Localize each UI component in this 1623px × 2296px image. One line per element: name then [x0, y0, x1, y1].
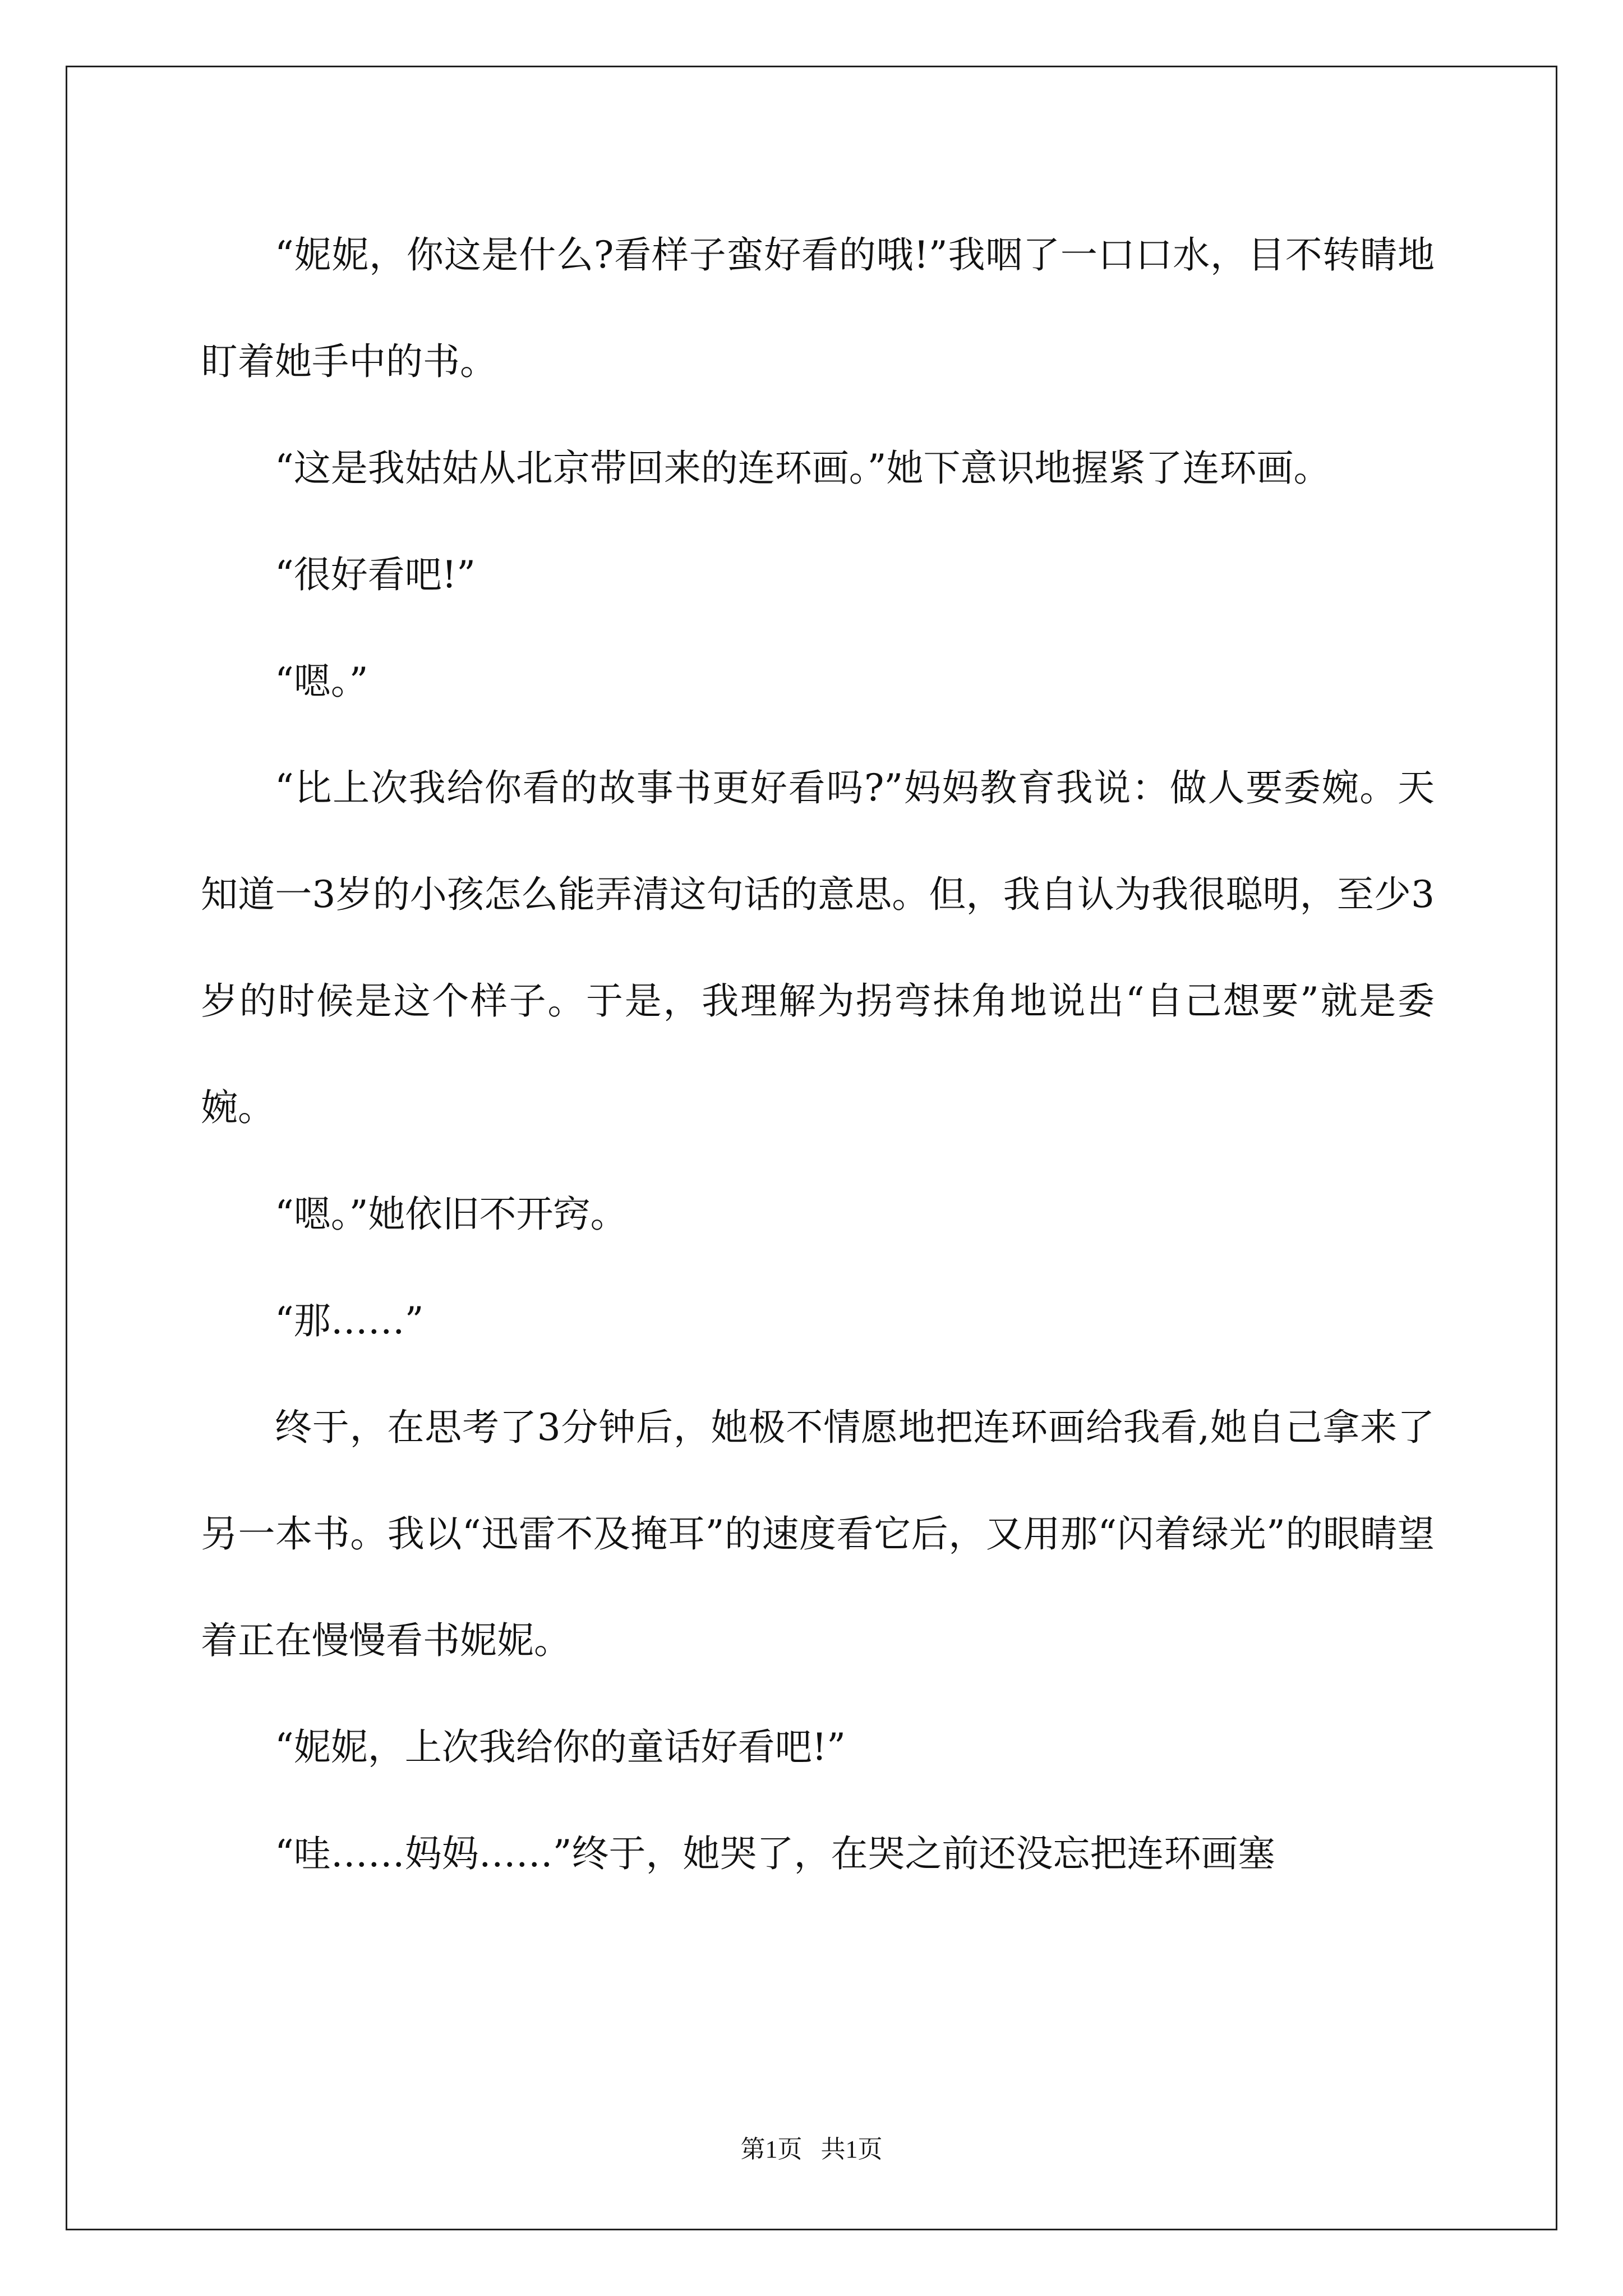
paragraph: 终于，在思考了3分钟后，她极不情愿地把连环画给我看,她自己拿来了另一本书。我以“迅雷不及掩耳”的速度看它后，又用那“闪着绿光”的眼睛望着正在慢慢看书妮妮。: [201, 1406, 1435, 1662]
paragraph: “很好看吧!”: [275, 553, 476, 596]
paragraph: “这是我姑姑从北京带回来的连环画。”她下意识地握紧了连环画。: [275, 447, 1331, 490]
paragraph: “哇……妈妈……”终于，她哭了，在哭之前还没忘把连环画塞: [275, 1832, 1275, 1875]
page-footer: 第1页 共1页: [740, 2136, 883, 2163]
paragraph: “比上次我给你看的故事书更好看吗?”妈妈教育我说：做人要委婉。天知道一3岁的小孩怎么能弄清这句话的意思。但，我自认为我很聪明，至少3岁的时候是这个样子。于是，我理解为拐弯抹角地说出“自己想要”就是委婉。: [201, 766, 1435, 1129]
paragraph: “妮妮，你这是什么?看样子蛮好看的哦!”我咽了一口口水，目不转睛地盯着她手中的书。: [201, 233, 1435, 383]
paragraph: “嗯。”: [275, 660, 368, 703]
document-body: [201, 202, 1435, 1907]
paragraph: “那……”: [275, 1299, 424, 1342]
paragraph: “嗯。”她依旧不开窍。: [275, 1193, 628, 1236]
paragraph: “妮妮，上次我给你的童话好看吧!”: [275, 1726, 846, 1769]
